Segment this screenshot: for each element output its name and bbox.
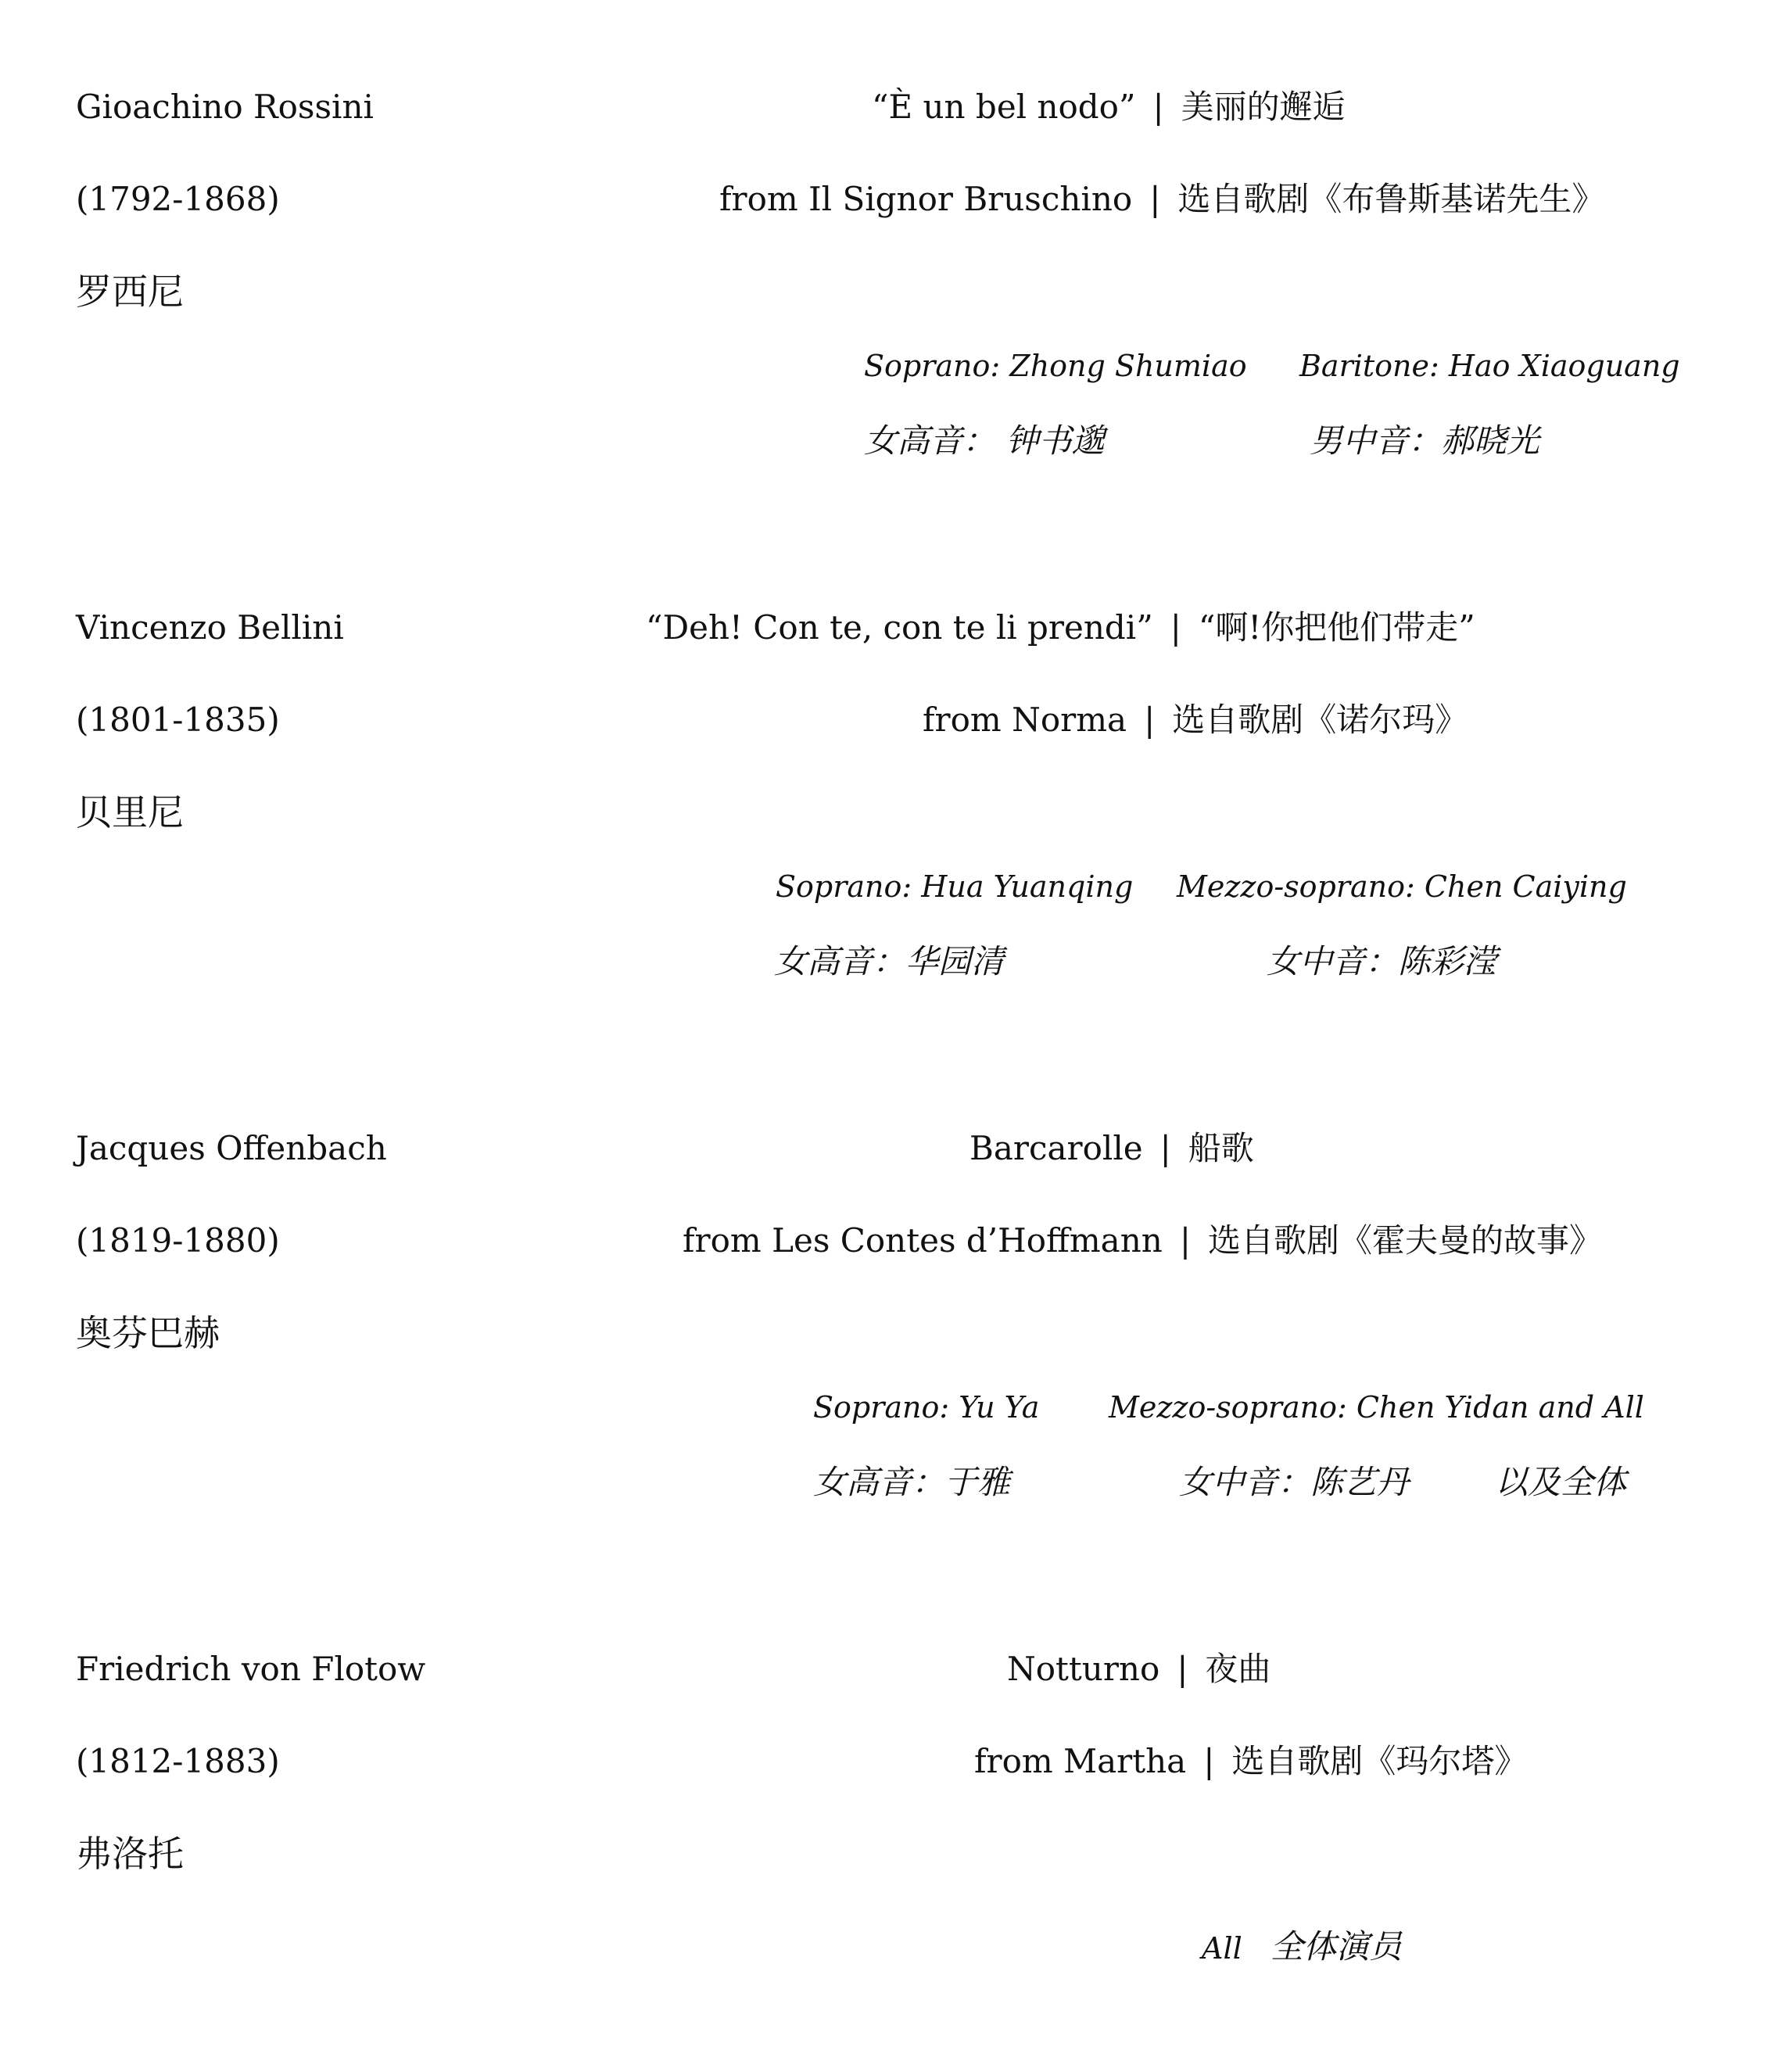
piece-title-en: Barcarolle: [969, 1129, 1143, 1167]
separator: |: [1144, 701, 1156, 739]
performer-cn: 男中音：郝晓光: [1310, 421, 1540, 460]
separator: |: [1149, 180, 1161, 218]
piece-source-cn: 选自歌剧《布鲁斯基诺先生》: [1177, 180, 1605, 218]
composer-name: Gioachino Rossini: [76, 88, 374, 126]
separator: |: [1152, 88, 1164, 126]
composer-name: Friedrich von Flotow: [76, 1650, 426, 1688]
piece-title-cn: 美丽的邂逅: [1181, 88, 1346, 126]
program-entry: [0, 1041, 1792, 1501]
performer-en: Soprano: Hua Yuanqing: [776, 869, 1134, 904]
piece-title-line: [1007, 1650, 1271, 1689]
piece-title-en: “Deh! Con te, con te li prendi”: [646, 608, 1153, 647]
composer-name-cn: 罗西尼: [76, 271, 184, 313]
separator: |: [1170, 608, 1181, 647]
piece-source-cn: 选自歌剧《霍夫曼的故事》: [1207, 1221, 1602, 1260]
piece-source-cn: 选自歌剧《玛尔塔》: [1231, 1742, 1528, 1780]
composer-years: (1801-1835): [76, 701, 280, 739]
separator: |: [1179, 1221, 1191, 1260]
piece-source-line: [719, 180, 1604, 219]
piece-title-line: [646, 608, 1475, 647]
composer-name-cn: 奥芬巴赫: [76, 1312, 220, 1354]
piece-source-en: from Norma: [923, 701, 1127, 739]
piece-source-line: [683, 1221, 1602, 1260]
separator: |: [1159, 1129, 1171, 1167]
performer-en: Mezzo-soprano: Chen Caiying: [1177, 869, 1627, 904]
piece-title-cn: “啊!你把他们带走”: [1198, 608, 1475, 647]
program-entry: [0, 521, 1792, 980]
composer-name-cn: 贝里尼: [76, 791, 184, 833]
separator: |: [1177, 1650, 1188, 1688]
composer-years: (1792-1868): [76, 180, 280, 218]
performer-cn: 女高音：于雅: [813, 1463, 1011, 1501]
piece-source-line: [923, 701, 1468, 740]
performer-cn: 女高音： 钟书邈: [864, 421, 1105, 460]
composer-years: (1819-1880): [76, 1221, 280, 1260]
performer-en: Baritone: Hao Xiaoguang: [1299, 349, 1680, 383]
piece-source-en: from Les Contes d’Hoffmann: [683, 1221, 1163, 1260]
composer-name-cn: 弗洛托: [76, 1833, 184, 1875]
program-entry: [0, 0, 1792, 460]
piece-source-en: from Il Signor Bruschino: [719, 180, 1133, 218]
performer-cn: 女高音：华园清: [774, 942, 1005, 980]
piece-title-cn: 夜曲: [1205, 1650, 1271, 1688]
performer-en: Mezzo-soprano: Chen Yidan and All: [1109, 1390, 1644, 1425]
performer-cn: 女中音：陈彩滢: [1267, 942, 1497, 980]
piece-source-line: [974, 1742, 1527, 1781]
separator: |: [1203, 1742, 1215, 1780]
performer-en: Soprano: Yu Ya: [813, 1390, 1040, 1425]
performer-cn: 全体演员: [1271, 1927, 1403, 1966]
composer-name: Vincenzo Bellini: [76, 608, 344, 647]
composer-name: Jacques Offenbach: [76, 1129, 387, 1167]
piece-source-cn: 选自歌剧《诺尔玛》: [1172, 701, 1468, 739]
piece-title-en: Notturno: [1007, 1650, 1160, 1688]
piece-title-line: [872, 88, 1346, 127]
piece-title-en: “È un bel nodo”: [872, 88, 1136, 126]
composer-years: (1812-1883): [76, 1742, 280, 1780]
performer-en: All: [1202, 1931, 1242, 1966]
program-entry: [0, 1562, 1792, 2000]
piece-title-cn: 船歌: [1188, 1129, 1254, 1167]
piece-source-en: from Martha: [974, 1742, 1187, 1780]
performer-cn: 以及全体: [1495, 1463, 1627, 1501]
performer-en: Soprano: Zhong Shumiao: [864, 349, 1247, 383]
performer-cn: 女中音：陈艺丹: [1179, 1463, 1410, 1501]
piece-title-line: [969, 1129, 1254, 1168]
